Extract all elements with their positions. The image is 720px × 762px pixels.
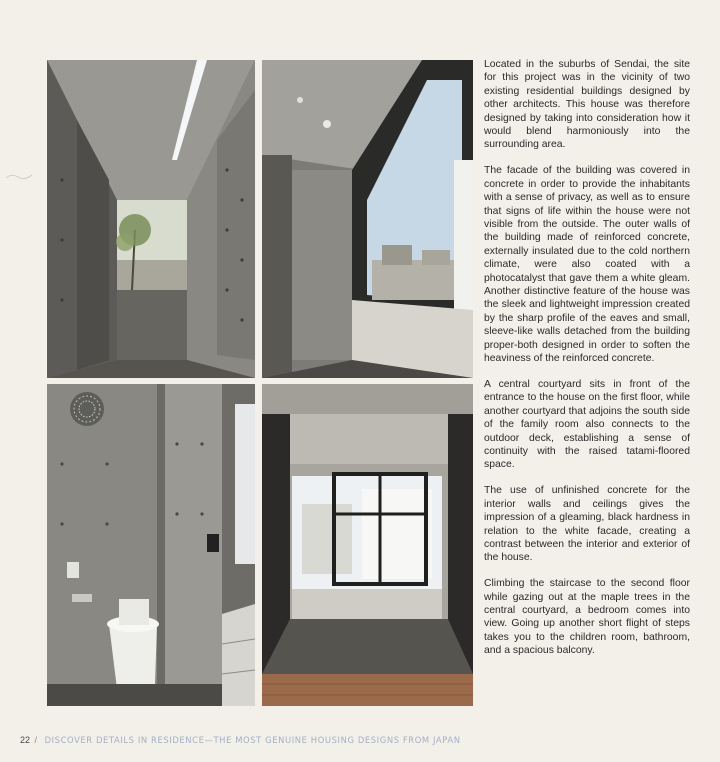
paragraph-staircase: Climbing the staircase to the second floor while gazing out at the maple trees in the central courtyard, a bedroom comes into view. Going up another short flight of steps takes you to the children room, bathroom, and a spacious balcony.	[484, 578, 690, 657]
paragraph-facade: The facade of the building was covered in concrete in order to provide the inhabitants with a sense of privacy, as well as to ensure that signs of life within the house were not visible from the outside. The outer walls of the building made of reinforced concrete, externally insulated due to the cold northern climate, were also coated with a photocatalyst that gave them a white gleam. Another distinctive feature of the house was the sleek and lightweight impression created by the sharp profile of the eaves and small, sleeve-like walls detached from the building proper-both designed in order to soften the heaviness of the reinforced concrete.	[484, 165, 690, 365]
photo-bathroom	[47, 384, 255, 706]
photo-concrete-corridor	[47, 60, 255, 378]
paragraph-site: Located in the suburbs of Sendai, the site for this project was in the vicinity of two existing residential buildings designed by other architects. This house was therefore designed by taking into consideration how it would blend harmoniously into the surrounding area.	[484, 59, 690, 151]
margin-scribble	[4, 170, 34, 184]
photo-framed-view	[262, 384, 473, 706]
body-text	[484, 58, 690, 670]
book-title: DISCOVER DETAILS IN RESIDENCE—THE MOST GENUINE HOUSING DESIGNS FROM JAPAN	[44, 735, 461, 745]
page-footer	[20, 735, 461, 745]
page-number: 22	[20, 735, 31, 745]
paragraph-courtyard: A central courtyard sits in front of the entrance to the house on the first floor, while another courtyard that adjoins the south side of the family room also connects to the outdoor deck, establishing a sense of continuity with the raised tatami-floored space.	[484, 378, 690, 471]
footer-separator: /	[34, 735, 38, 745]
photo-window-room	[262, 60, 473, 378]
paragraph-concrete: The use of unfinished concrete for the interior walls and ceilings gives the impression of a gleaming, black hardness in relation to the white facade, creating a contrast between the interior and exterior of the house.	[484, 485, 690, 564]
